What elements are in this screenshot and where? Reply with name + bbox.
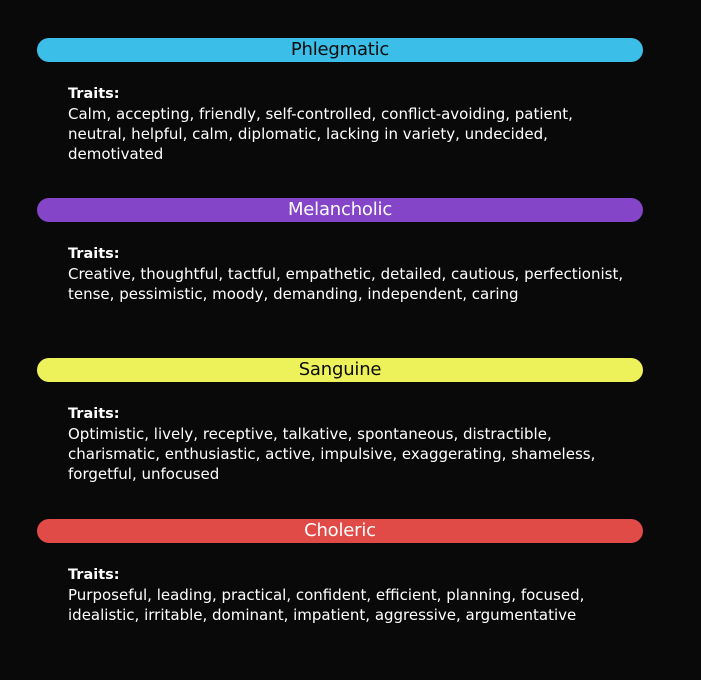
phlegmatic-content bbox=[68, 84, 628, 164]
phlegmatic-header bbox=[37, 38, 643, 62]
melancholic-header bbox=[37, 198, 643, 222]
choleric-content bbox=[68, 565, 628, 625]
melancholic-title: Melancholic bbox=[287, 199, 393, 220]
sanguine-content bbox=[68, 404, 628, 484]
choleric-traits-text: Purposeful, leading, practical, confident, efficient, planning, focused, idealistic, irritable, dominant, impatient, aggressive, argumentative bbox=[68, 586, 585, 624]
melancholic-traits-text: Creative, thoughtful, tactful, empathetic, detailed, cautious, perfectionist, tense, pessimistic, moody, demanding, independent, caring bbox=[68, 265, 624, 303]
sanguine-traits-text: Optimistic, lively, receptive, talkative, spontaneous, distractible, charismatic, enthusiastic, active, impulsive, exaggerating, shameless, forgetful, unfocused bbox=[68, 425, 596, 483]
section-phlegmatic bbox=[37, 38, 643, 164]
sanguine-title: Sanguine bbox=[298, 359, 382, 380]
phlegmatic-title: Phlegmatic bbox=[290, 39, 390, 60]
choleric-header bbox=[37, 519, 643, 543]
sanguine-traits-label: Traits: bbox=[68, 406, 120, 422]
melancholic-content bbox=[68, 244, 628, 304]
sanguine-header bbox=[37, 358, 643, 382]
phlegmatic-traits-label: Traits: bbox=[68, 86, 120, 102]
section-melancholic bbox=[37, 198, 643, 304]
choleric-title: Choleric bbox=[304, 520, 376, 541]
choleric-traits-label: Traits: bbox=[68, 567, 120, 583]
section-sanguine bbox=[37, 358, 643, 484]
section-choleric bbox=[37, 519, 643, 625]
melancholic-traits-label: Traits: bbox=[68, 246, 120, 262]
phlegmatic-traits-text: Calm, accepting, friendly, self-controlled, conflict-avoiding, patient, neutral, helpful, calm, diplomatic, lacking in variety, undecided, demotivated bbox=[68, 105, 573, 163]
